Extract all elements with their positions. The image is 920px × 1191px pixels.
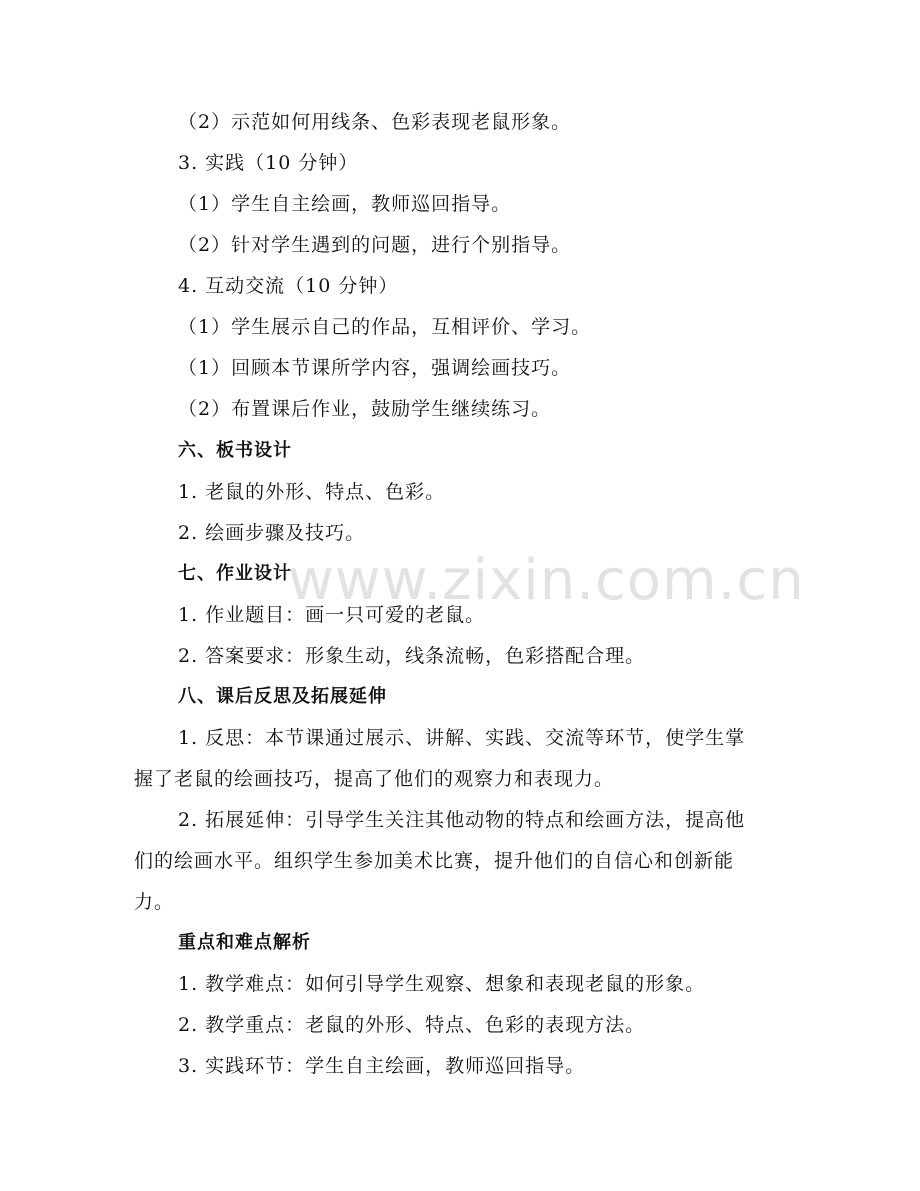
key-point-1: 1. 教学难点：如何引导学生观察、想象和表现老鼠的形象。 (178, 973, 706, 995)
heading-board-design: 六、板书设计 (178, 440, 292, 461)
practice-item-2: （2）针对学生遇到的问题，进行个别指导。 (178, 234, 572, 256)
step-2-demo: （2）示范如何用线条、色彩表现老鼠形象。 (178, 111, 572, 133)
key-point-3: 3. 实践环节：学生自主绘画，教师巡回指导。 (178, 1055, 586, 1077)
extension-para-line-1: 2. 拓展延伸：引导学生关注其他动物的特点和绘画方法，提高他 (178, 809, 746, 831)
interaction-item-1: （1）学生展示自己的作品，互相评价、学习。 (178, 316, 592, 338)
section-interaction: 4. 互动交流（10 分钟） (178, 275, 399, 297)
review-item-1: （1）回顾本节课所学内容，强调绘画技巧。 (178, 357, 572, 379)
extension-para-line-2: 们的绘画水平。组织学生参加美术比赛，提升他们的自信心和创新能 (134, 850, 735, 872)
heading-key-points: 重点和难点解析 (178, 932, 311, 953)
homework-item-2: 2. 答案要求：形象生动，线条流畅，色彩搭配合理。 (178, 645, 646, 667)
practice-item-1: （1）学生自主绘画，教师巡回指导。 (178, 193, 512, 215)
heading-homework-design: 七、作业设计 (178, 563, 292, 584)
heading-reflection: 八、课后反思及拓展延伸 (178, 686, 387, 707)
reflection-para-line-2: 握了老鼠的绘画技巧，提高了他们的观察力和表现力。 (134, 768, 615, 790)
board-item-2: 2. 绘画步骤及技巧。 (178, 522, 366, 544)
review-item-2: （2）布置课后作业，鼓励学生继续练习。 (178, 398, 552, 420)
key-point-2: 2. 教学重点：老鼠的外形、特点、色彩的表现方法。 (178, 1014, 646, 1036)
reflection-para-line-1: 1. 反思：本节课通过展示、讲解、实践、交流等环节，使学生掌 (178, 727, 746, 749)
homework-item-1: 1. 作业题目：画一只可爱的老鼠。 (178, 604, 486, 626)
watermark-text: www.zixin.com.cn (288, 548, 805, 613)
board-item-1: 1. 老鼠的外形、特点、色彩。 (178, 481, 446, 503)
section-practice: 3. 实践（10 分钟） (178, 152, 359, 174)
extension-para-line-3: 力。 (134, 891, 175, 913)
